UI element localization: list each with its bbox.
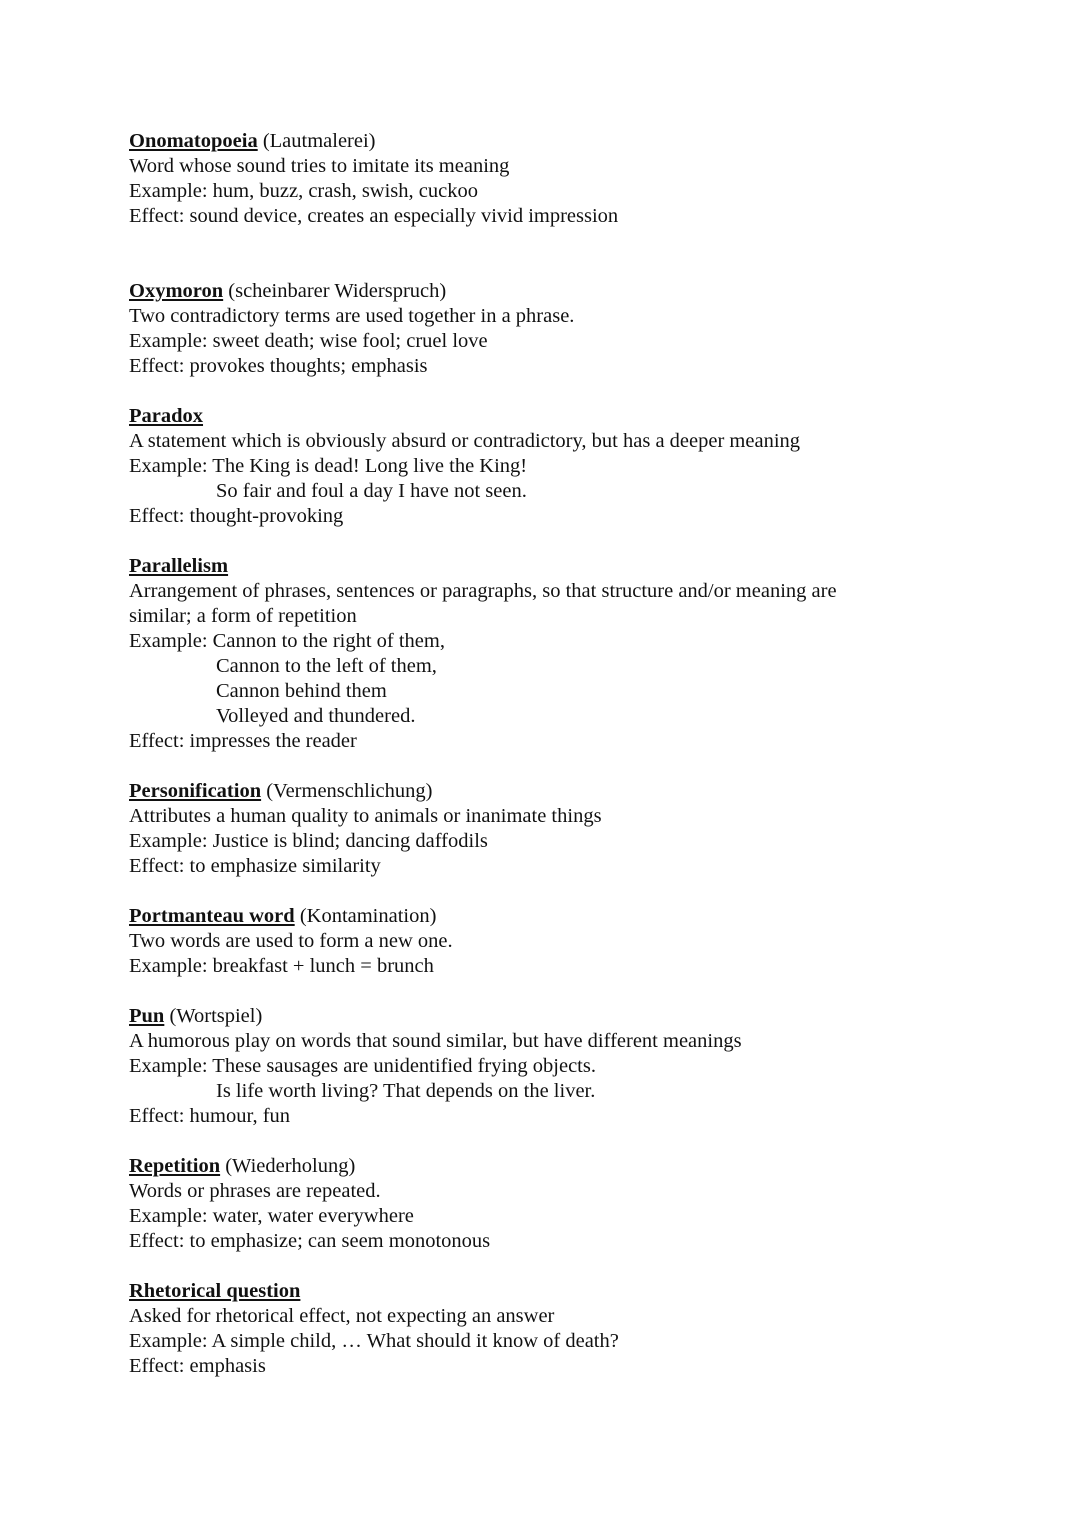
- term-heading: [129, 1004, 1029, 1029]
- example-continued: So fair and foul a day I have not seen.: [216, 480, 527, 502]
- entry-parallelism: [129, 554, 1029, 754]
- term-title: Repetition: [129, 1155, 221, 1177]
- effect: Effect: provokes thoughts; emphasis: [129, 355, 428, 377]
- example: Example: Justice is blind; dancing daffodils: [129, 830, 488, 852]
- example-continued: Cannon behind them: [216, 680, 387, 702]
- term-heading: [129, 554, 1029, 579]
- entry-paradox: [129, 404, 1029, 529]
- term-heading: [129, 1154, 1029, 1179]
- term-title: Rhetorical question: [129, 1280, 301, 1302]
- term-title: Onomatopoeia: [129, 130, 258, 152]
- definition: Two contradictory terms are used together in a phrase.: [129, 305, 575, 327]
- term-title: Oxymoron: [129, 280, 224, 302]
- term-title: Portmanteau word: [129, 905, 295, 927]
- effect: Effect: thought-provoking: [129, 505, 344, 527]
- definition: Word whose sound tries to imitate its meaning: [129, 155, 510, 177]
- example: Example: A simple child, … What should it know of death?: [129, 1330, 619, 1352]
- example: Example: water, water everywhere: [129, 1205, 414, 1227]
- example: Example: hum, buzz, crash, swish, cuckoo: [129, 180, 478, 202]
- example-continued: Cannon to the left of them,: [216, 655, 437, 677]
- term-title: Parallelism: [129, 555, 229, 577]
- entry-onomatopoeia: [129, 129, 1029, 229]
- term-heading: [129, 779, 1029, 804]
- entry-portmanteau-word: [129, 904, 1029, 979]
- term-heading: [129, 404, 1029, 429]
- definition: Arrangement of phrases, sentences or paragraphs, so that structure and/or meaning are similar; a form of repetition: [129, 580, 837, 627]
- definition: Two words are used to form a new one.: [129, 930, 453, 952]
- term-translation: (Wortspiel): [164, 1005, 263, 1027]
- term-translation: (Lautmalerei): [257, 130, 376, 152]
- example: Example: Cannon to the right of them,: [129, 630, 445, 652]
- term-translation: (scheinbarer Widerspruch): [223, 280, 447, 302]
- term-title: Personification: [129, 780, 262, 802]
- example: Example: breakfast + lunch = brunch: [129, 955, 434, 977]
- entry-oxymoron: [129, 279, 1029, 379]
- effect: Effect: emphasis: [129, 1355, 266, 1377]
- example: Example: sweet death; wise fool; cruel love: [129, 330, 488, 352]
- example: Example: The King is dead! Long live the King!: [129, 455, 528, 477]
- definition: A humorous play on words that sound similar, but have different meanings: [129, 1030, 742, 1052]
- term-heading: [129, 1279, 1029, 1304]
- term-title: Pun: [129, 1005, 165, 1027]
- entry-personification: [129, 779, 1029, 879]
- term-heading: [129, 904, 1029, 929]
- term-translation: (Vermenschlichung): [261, 780, 433, 802]
- effect: Effect: humour, fun: [129, 1105, 291, 1127]
- effect: Effect: sound device, creates an especially vivid impression: [129, 205, 619, 227]
- definition: A statement which is obviously absurd or contradictory, but has a deeper meaning: [129, 430, 801, 452]
- entry-pun: [129, 1004, 1029, 1129]
- term-translation: (Kontamination): [294, 905, 437, 927]
- document-page: [129, 129, 1029, 1379]
- example: Example: These sausages are unidentified frying objects.: [129, 1055, 596, 1077]
- effect: Effect: to emphasize; can seem monotonous: [129, 1230, 491, 1252]
- term-heading: [129, 279, 1029, 304]
- definition: Attributes a human quality to animals or inanimate things: [129, 805, 602, 827]
- entry-repetition: [129, 1154, 1029, 1254]
- definition: Asked for rhetorical effect, not expecting an answer: [129, 1305, 555, 1327]
- definition: Words or phrases are repeated.: [129, 1180, 381, 1202]
- term-heading: [129, 129, 1029, 154]
- effect: Effect: impresses the reader: [129, 730, 357, 752]
- example-continued: Volleyed and thundered.: [216, 705, 416, 727]
- entry-rhetorical-question: [129, 1279, 1029, 1379]
- effect: Effect: to emphasize similarity: [129, 855, 381, 877]
- term-title: Paradox: [129, 405, 204, 427]
- example-continued: Is life worth living? That depends on the liver.: [216, 1080, 596, 1102]
- term-translation: (Wiederholung): [220, 1155, 356, 1177]
